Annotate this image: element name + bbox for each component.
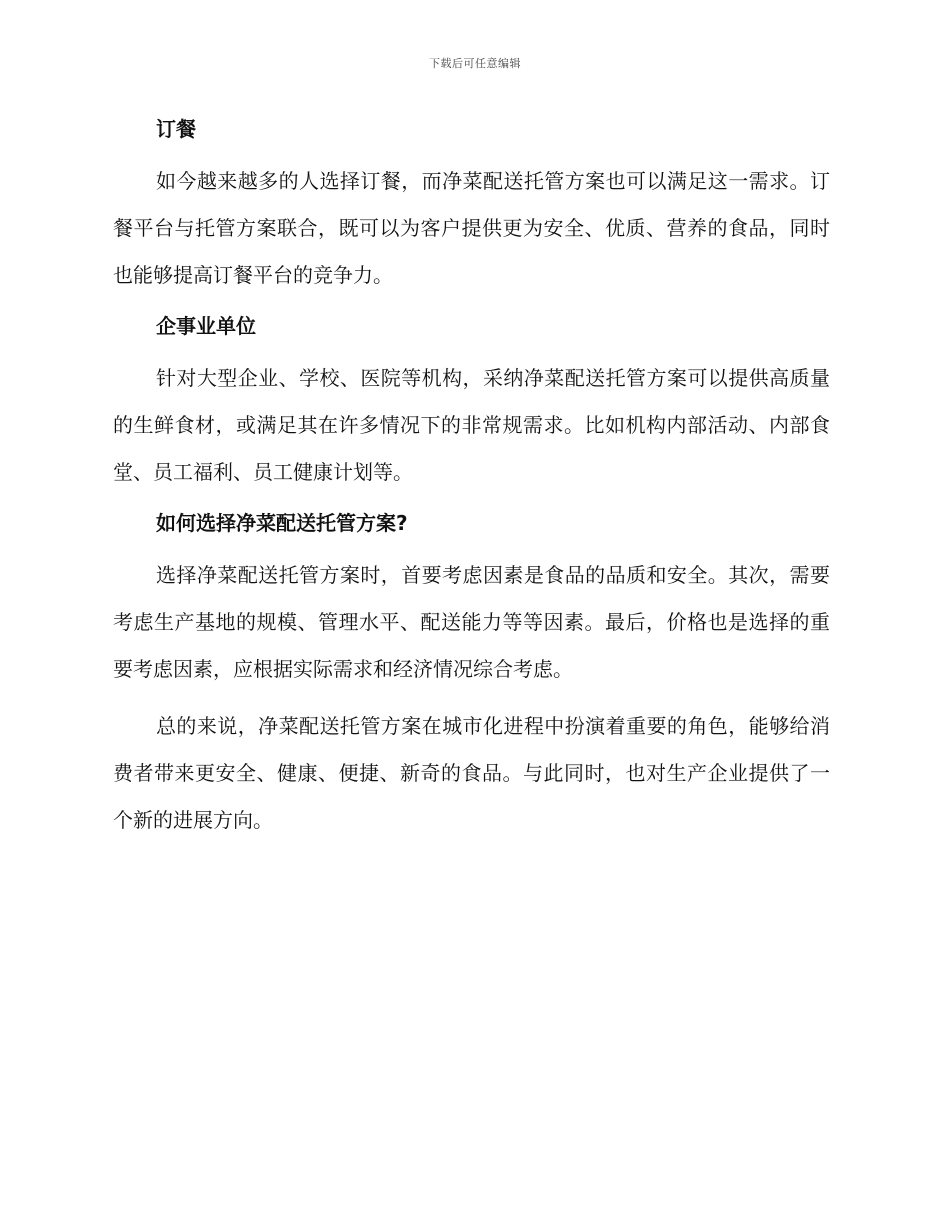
page-header-note: 下载后可任意编辑 bbox=[429, 57, 521, 70]
paragraph-institutions: 针对大型企业、学校、医院等机构，采纳净菜配送托管方案可以提供高质量的生鲜食材，或满足其在许多情况下的非常规需求。比如机构内部活动、内部食堂、员工福利、员工健康计划等。 bbox=[113, 366, 830, 484]
document-body bbox=[113, 112, 830, 854]
section-heading-ordering: 订餐 bbox=[156, 117, 196, 141]
paragraph-conclusion: 总的来说，净菜配送托管方案在城市化进程中扮演着重要的角色，能够给消费者带来更安全、健康、便捷、新奇的食品。与此同时，也对生产企业提供了一个新的进展方向。 bbox=[113, 714, 830, 832]
section-heading-institutions: 企事业单位 bbox=[156, 314, 256, 338]
paragraph-ordering: 如今越来越多的人选择订餐，而净菜配送托管方案也可以满足这一需求。订餐平台与托管方案联合，既可以为客户提供更为安全、优质、营养的食品，同时也能够提高订餐平台的竞争力。 bbox=[113, 169, 830, 287]
section-heading-how-to-choose: 如何选择净菜配送托管方案? bbox=[156, 511, 408, 535]
paragraph-how-to-choose: 选择净菜配送托管方案时，首要考虑因素是食品的品质和安全。其次，需要考虑生产基地的规模、管理水平、配送能力等等因素。最后，价格也是选择的重要考虑因素，应根据实际需求和经济情况综合考虑。 bbox=[113, 563, 830, 681]
